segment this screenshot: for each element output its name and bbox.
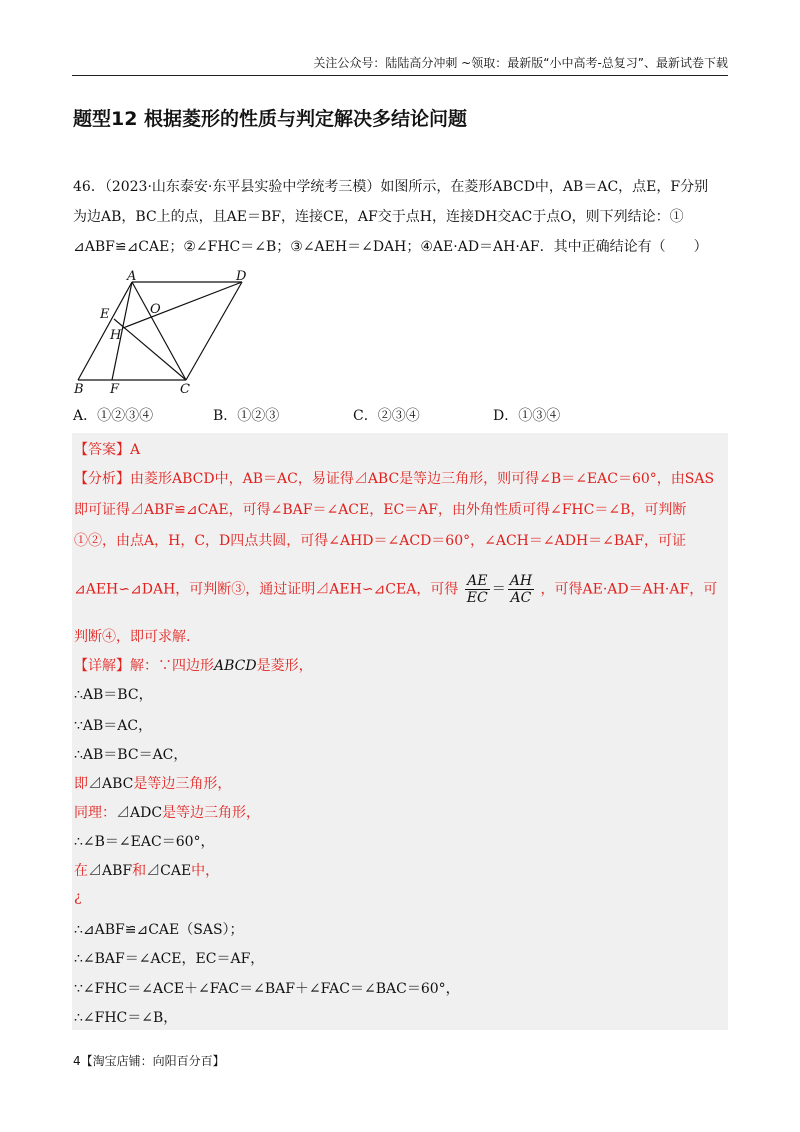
analysis-line-3: ①②，由点A，H，C，D四点共圆，可得∠AHD＝∠ACD＝60°，∠ACH＝∠ADH＝∠BAF，可证 <box>74 533 686 549</box>
option-d: D．①③④ <box>493 408 561 424</box>
question-line-2: 为边AB，BC上的点，且AE＝BF，连接CE，AF交于点H，连接DH交AC于点O，则下列结论：① <box>73 209 684 225</box>
detail-line-1-rest: 是菱形， <box>256 658 313 674</box>
section-title: 题型12 根据菱形的性质与判定解决多结论问题 <box>73 108 468 130</box>
answer-tag: 【答案】A <box>74 442 141 458</box>
fraction-ah-ac-numerator: AH <box>509 573 533 589</box>
detail-line-4: ∴AB＝BC＝AC， <box>74 747 188 763</box>
detail-line-7: ∴∠B＝∠EAC＝60°， <box>74 834 215 850</box>
analysis-line-2: 即可证得⊿ABF≌⊿CAE，可得∠BAF＝∠ACE，EC＝AF，由外角性质可得∠FHC＝∠B，可判断 <box>74 502 687 518</box>
fraction-ae-ec-numerator: AE <box>465 573 490 590</box>
detail-line-2: ∴AB＝BC， <box>74 687 153 703</box>
label-B: B <box>74 382 84 397</box>
detail-line-8d: ⊿CAE <box>146 863 192 879</box>
label-O: O <box>150 302 161 317</box>
question-line-1: 46．（2023·山东泰安·东平县实验中学统考三模）如图所示，在菱形ABCD中，AB＝AC，点E，F分别 <box>73 179 709 195</box>
analysis-line-4 <box>74 573 717 606</box>
label-D: D <box>236 269 247 284</box>
detail-line-5b: ⊿ABC <box>88 776 134 792</box>
fraction-ah-ac <box>508 573 534 606</box>
detail-line-12: ∵∠FHC＝∠ACE＋∠FAC＝∠BAF＋∠FAC＝∠BAC＝60°， <box>74 981 460 997</box>
analysis-line-4b: ，可得AE·AD＝AH·AF，可 <box>540 581 718 598</box>
fraction-ae-ec <box>465 573 490 606</box>
page-header: 关注公众号：陆陆高分冲刺 ~领取：最新版“小中高考-总复习”、最新试卷下载 <box>72 54 728 76</box>
option-c: C．②③④ <box>353 408 420 424</box>
option-b: B．①②③ <box>213 408 280 424</box>
detail-line-5c: 是等边三角形， <box>133 776 232 792</box>
label-F: F <box>110 382 120 397</box>
detail-line-8a: 在 <box>74 863 88 879</box>
detail-line-11: ∴∠BAF＝∠ACE，EC＝AF， <box>74 951 265 967</box>
segment-AC <box>132 282 186 380</box>
detail-line-6a: 同理： <box>74 805 116 821</box>
segment-AB <box>78 282 132 380</box>
rhombus-figure <box>70 268 260 398</box>
detail-line-3: ∵AB＝AC， <box>74 718 153 734</box>
detail-line-1 <box>74 655 313 675</box>
detail-line-8e: 中， <box>191 863 220 879</box>
label-C: C <box>180 382 190 397</box>
analysis-line-4a: ⊿AEH∽⊿DAH，可判断③，通过证明⊿AEH∽⊿CEA，可得 <box>74 581 459 598</box>
detail-line-6 <box>74 802 260 822</box>
detail-rhombus-name: ABCD <box>214 658 257 674</box>
detail-line-8c: 和 <box>132 863 147 879</box>
detail-line-5 <box>74 773 231 793</box>
equals-sign: ＝ <box>491 581 506 598</box>
label-E: E <box>100 307 110 322</box>
detail-line-8b: ⊿ABF <box>88 863 133 879</box>
fraction-ae-ec-denominator: EC <box>466 590 488 606</box>
question-text <box>73 172 728 262</box>
option-a: A．①②③④ <box>73 408 154 424</box>
analysis-line-5: 判断④，即可求解. <box>74 629 191 645</box>
segment-DC <box>186 282 242 380</box>
detail-line-8 <box>74 860 219 880</box>
detail-line-6c: 是等边三角形， <box>162 805 261 821</box>
analysis-line-1: 【分析】由菱形ABCD中，AB＝AC，易证得⊿ABC是等边三角形，则可得∠B＝∠EAC＝60°，由SAS <box>74 471 715 487</box>
detail-tag: 【详解】解：∵四边形 <box>74 658 214 674</box>
detail-line-13: ∴∠FHC＝∠B， <box>74 1010 178 1026</box>
answer-options <box>73 405 728 425</box>
question-line-3: ⊿ABF≌⊿CAE；②∠FHC＝∠B；③∠AEH＝∠DAH；④AE·AD＝AH·AF．其中正确结论有（ ） <box>73 239 708 255</box>
label-H: H <box>110 328 122 343</box>
detail-line-10: ∴⊿ABF≌⊿CAE（SAS）； <box>74 922 244 938</box>
segment-HD <box>123 282 242 328</box>
fraction-ah-ac-denominator: AC <box>510 590 532 606</box>
solution-box <box>72 433 728 1030</box>
detail-line-9: ¿ <box>74 889 82 905</box>
detail-line-6b: ⊿ADC <box>116 805 163 821</box>
detail-line-5a: 即 <box>74 776 88 792</box>
label-A: A <box>127 269 137 284</box>
segment-EC <box>114 319 186 380</box>
page-footer: 4【淘宝店铺：向阳百分百】 <box>73 1054 225 1068</box>
